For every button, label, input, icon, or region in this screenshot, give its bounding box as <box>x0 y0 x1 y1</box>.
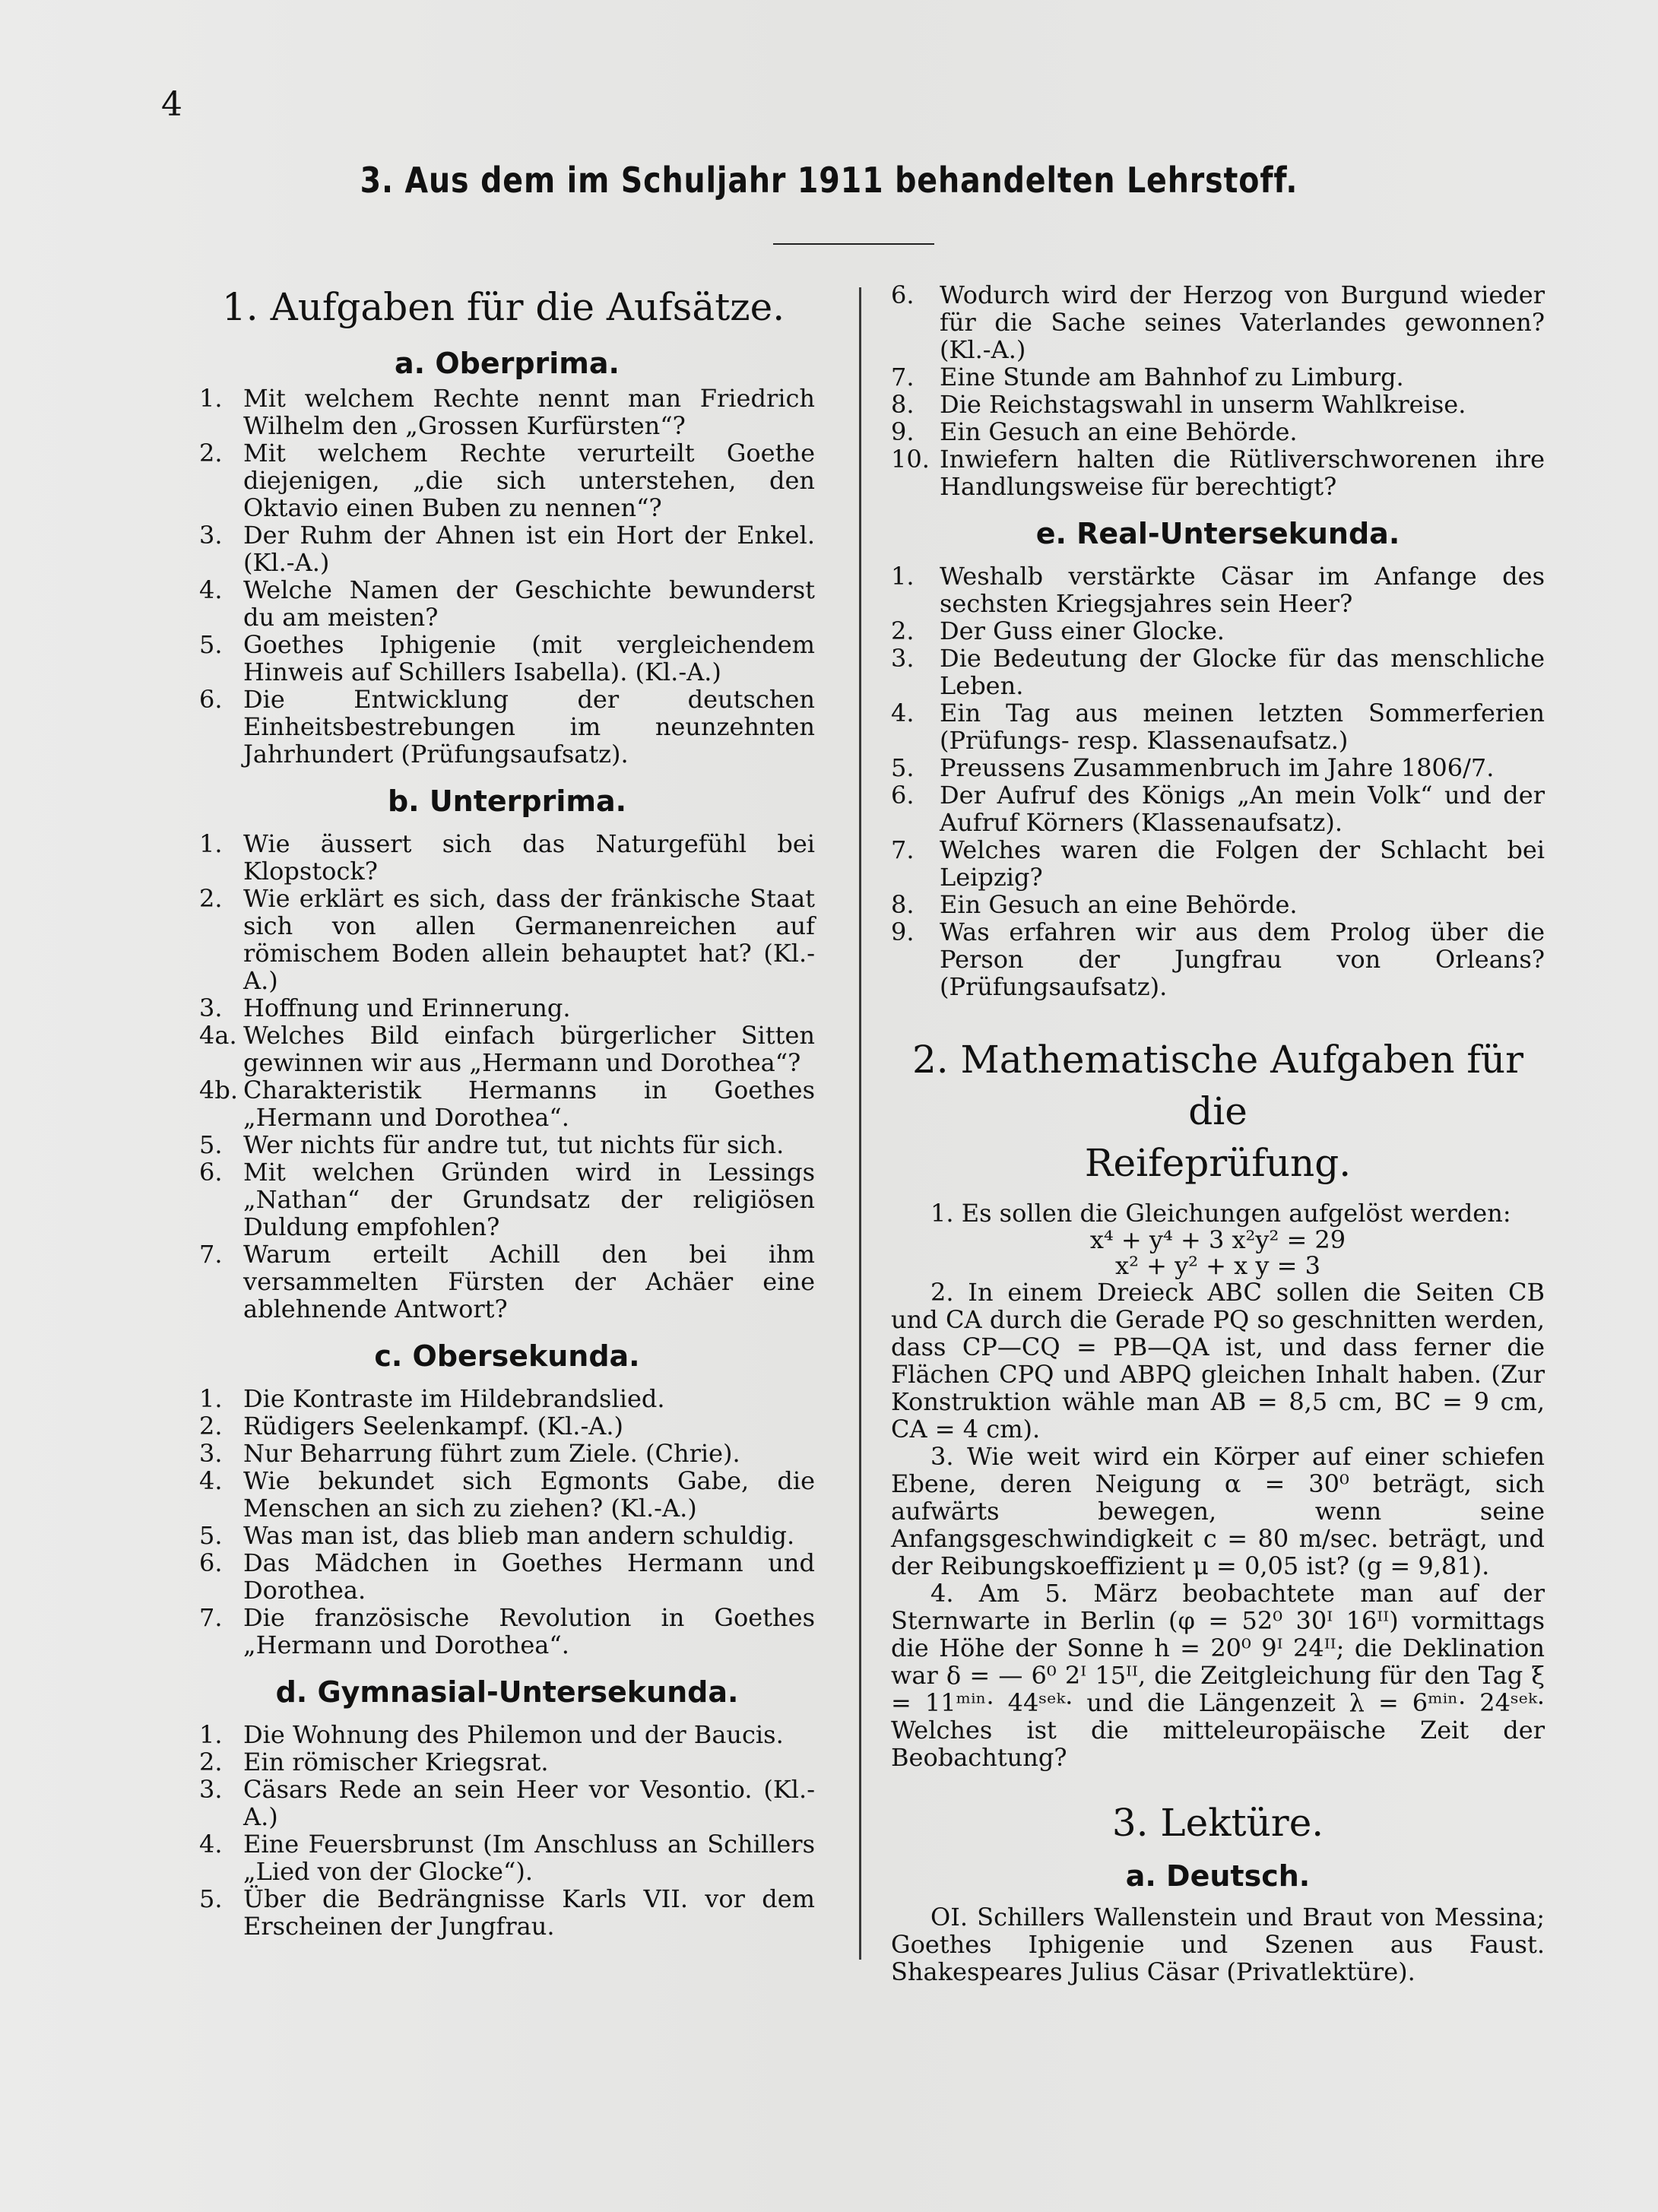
list-item: 5. Über die Bedrängnisse Karls VII. vor dem Erscheinen der Jungfrau. <box>199 1884 815 1941</box>
list-item: 2. Rüdigers Seelenkampf. (Kl.-A.) <box>199 1412 624 1440</box>
subsection-b-list <box>199 830 815 1323</box>
list-item: 4. Wie bekundet sich Egmonts Gabe, die Menschen an sich zu ziehen? (Kl.-A.) <box>199 1466 815 1523</box>
subsection-e-list <box>891 563 1545 1000</box>
list-item: 6. Der Aufruf des Königs „An mein Volk“ und der Aufruf Körners (Klassenaufsatz). <box>891 781 1545 837</box>
subsection-b-title: b. Unterprima. <box>387 784 627 818</box>
list-item: 7. Welches waren die Folgen der Schlacht bei Leipzig? <box>891 835 1545 892</box>
subsection-a-title: a. Oberprima. <box>395 347 620 380</box>
list-item: 4. Ein Tag aus meinen letzten Sommerferien (Prüfungs- resp. Klassenaufsatz.) <box>891 699 1545 755</box>
list-item: 7. Eine Stunde am Bahnhof zu Limburg. <box>891 363 1404 391</box>
list-item: 3. Cäsars Rede an sein Heer vor Vesontio. (Kl.-A.) <box>199 1775 815 1831</box>
list-item: 6. Wodurch wird der Herzog von Burgund wieder für die Sache seines Vaterlandes gewonnen? (Kl.-A.) <box>891 280 1545 364</box>
list-item: 8. Die Reichstagswahl in unserm Wahlkreise. <box>891 390 1466 419</box>
list-item: 5. Preussens Zusammenbruch im Jahre 1806/7. <box>891 753 1495 782</box>
lektuere-text: OI. Schillers Wallenstein und Braut von Messina; Goethes Iphigenie und Szenen aus Faust. Shakespeares Julius Cäsar (Privatlektüre). <box>891 1903 1545 1986</box>
left-column <box>199 281 815 1940</box>
subsection-c-title: c. Obersekunda. <box>374 1339 640 1373</box>
list-item: 5. Was man ist, das blieb man andern schuldig. <box>199 1521 795 1550</box>
section-3-title: 3. Lektüre. <box>1111 1801 1324 1845</box>
list-item: 1. Die Kontraste im Hildebrandslied. <box>199 1384 665 1413</box>
heading-rule <box>773 243 934 245</box>
section-1-title: 1. Aufgaben für die Aufsätze. <box>222 285 785 329</box>
list-item: 10. Inwiefern halten die Rütliverschworenen ihre Handlungsweise für berechtigt? <box>891 445 1545 501</box>
list-item: 3. Nur Beharrung führt zum Ziele. (Chrie). <box>199 1439 740 1468</box>
subsection-c-list <box>199 1385 815 1659</box>
subsection-e-title: e. Real-Untersekunda. <box>1035 517 1400 550</box>
subsection-d-list <box>199 1721 815 1940</box>
list-item: 1. Die Wohnung des Philemon und der Baucis. <box>199 1720 784 1749</box>
subsection-a-list <box>199 385 815 768</box>
list-item: 7. Die französische Revolution in Goethes „Hermann und Dorothea“. <box>199 1603 815 1659</box>
list-item: 1. Mit welchem Rechte nennt man Friedrich Wilhelm den „Grossen Kurfürsten“? <box>199 384 815 440</box>
list-item: 3. Der Ruhm der Ahnen ist ein Hort der Enkel. (Kl.-A.) <box>199 521 815 577</box>
list-item: 9. Was erfahren wir aus dem Prolog über die Person der Jungfrau von Orleans? (Prüfungsaufsatz). <box>891 917 1545 1001</box>
math-task-4: 4. Am 5. März beobachtete man auf der Sternwarte in Berlin (φ = 52⁰ 30ᴵ 16ᴵᴵ) vormittags die Höhe der Sonne h = 20⁰ 9ᴵ 24ᴵᴵ; die Deklination war δ = — 6⁰ 2ᴵ 15ᴵᴵ, die Zeitgleichung für den Tag ξ = 11ᵐⁱⁿ· 44ˢᵉᵏ· und die Längenzeit λ = 6ᵐⁱⁿ· 24ˢᵉᵏ· Welches ist die mitteleuropäische Zeit der Beobachtung? <box>891 1579 1545 1772</box>
list-item: 4. Eine Feuersbrunst (Im Anschluss an Schillers „Lied von der Glocke“). <box>199 1830 815 1886</box>
math-task-3: 3. Wie weit wird ein Körper auf einer schiefen Ebene, deren Neigung α = 30⁰ beträgt, sich aufwärts bewegen, wenn seine Anfangsgeschwindigkeit c = 80 m/sec. beträgt, und der Reibungskoeffizient μ = 0,05 ist? (g = 9,81). <box>891 1442 1545 1580</box>
math-task-2: 2. In einem Dreieck ABC sollen die Seiten CB und CA durch die Gerade PQ so geschnitten werden, dass CP—CQ = PB—QA ist, und dass ferner die Flächen CPQ und ABPQ gleichen Inhalt haben. (Zur Konstruktion wähle man AB = 8,5 cm, BC = 9 cm, CA = 4 cm). <box>891 1278 1545 1444</box>
right-column <box>891 281 1545 1985</box>
lektuere-a-title: a. Deutsch. <box>1125 1859 1311 1893</box>
list-item: 1. Wie äussert sich das Naturgefühl bei Klopstock? <box>199 829 815 886</box>
list-item: 6. Die Entwicklung der deutschen Einheitsbestrebungen im neunzehnten Jahrhundert (Prüfungsaufsatz). <box>199 685 815 768</box>
list-item: 2. Mit welchem Rechte verurteilt Goethe diejenigen, „die sich unterstehen, den Oktavio einen Buben zu nennen“? <box>199 439 815 522</box>
math-tasks <box>891 1199 1545 1771</box>
list-item: 2. Ein römischer Kriegsrat. <box>199 1748 549 1776</box>
list-item: 2. Der Guss einer Glocke. <box>891 616 1225 645</box>
list-item: 5. Goethes Iphigenie (mit vergleichendem Hinweis auf Schillers Isabella). (Kl.-A.) <box>199 630 815 686</box>
list-item: 4a. Welches Bild einfach bürgerlicher Sitten gewinnen wir aus „Hermann und Dorothea“? <box>199 1021 815 1077</box>
equation-1: x⁴ + y⁴ + 3 x²y² = 29 <box>1089 1225 1346 1254</box>
column-divider <box>859 287 861 1960</box>
list-item: 2. Wie erklärt es sich, dass der fränkische Staat sich von allen Germanenreichen auf römischem Boden allein behauptet hat? (Kl.-A.) <box>199 884 815 995</box>
list-item: 4b. Charakteristik Hermanns in Goethes „Hermann und Dorothea“. <box>199 1076 815 1132</box>
section-2-title: 2. Mathematische Aufgaben für die Reifeprüfung. <box>911 1038 1524 1185</box>
list-item: 6. Mit welchen Gründen wird in Lessings „Nathan“ der Grundsatz der religiösen Duldung empfohlen? <box>199 1158 815 1241</box>
list-item: 3. Die Bedeutung der Glocke für das menschliche Leben. <box>891 644 1545 700</box>
list-item: 1. Weshalb verstärkte Cäsar im Anfange des sechsten Kriegsjahres sein Heer? <box>891 562 1545 618</box>
math-task-1: 1. Es sollen die Gleichungen aufgelöst werden: <box>930 1199 1511 1228</box>
list-item: 3. Hoffnung und Erinnerung. <box>199 993 571 1022</box>
equation-2: x² + y² + x y = 3 <box>1115 1251 1320 1280</box>
list-item: 9. Ein Gesuch an eine Behörde. <box>891 417 1298 446</box>
subsection-d-title: d. Gymnasial-Untersekunda. <box>275 1675 739 1709</box>
list-item: 7. Warum erteilt Achill den bei ihm versammelten Fürsten der Achäer eine ablehnende Antwort? <box>199 1240 815 1323</box>
page-heading: 3. Aus dem im Schuljahr 1911 behandelten Lehrstoff. <box>360 160 1298 201</box>
list-item: 4. Welche Namen der Geschichte bewunderst du am meisten? <box>199 575 815 632</box>
list-item: 8. Ein Gesuch an eine Behörde. <box>891 890 1298 919</box>
subsection-d-continued-list <box>891 281 1545 500</box>
list-item: 5. Wer nichts für andre tut, tut nichts für sich. <box>199 1130 785 1159</box>
list-item: 6. Das Mädchen in Goethes Hermann und Dorothea. <box>199 1548 815 1605</box>
page-number: 4 <box>161 85 182 124</box>
